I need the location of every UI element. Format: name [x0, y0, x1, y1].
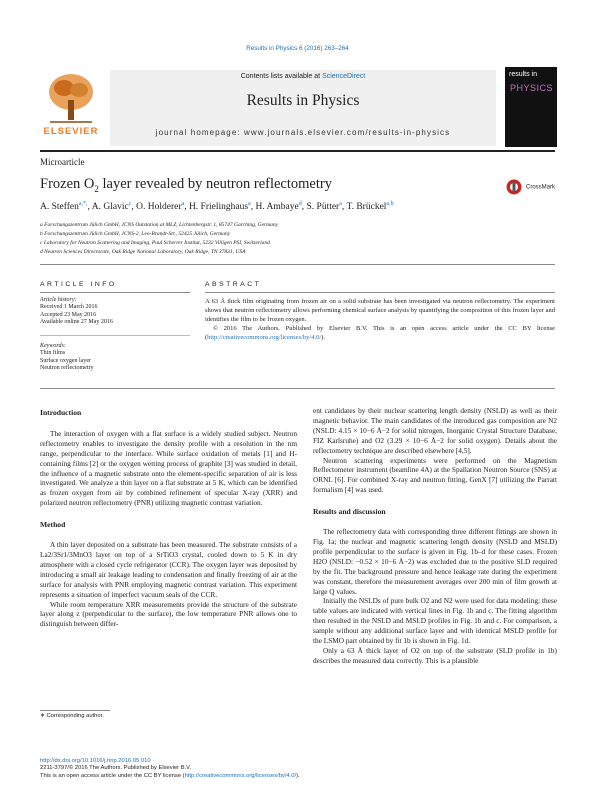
footnote-rule — [40, 710, 110, 711]
affiliation: b Forschungszentrum Jülich GmbH, JCNS-2, Leo-Brandt-Str., 52425 Jülich, Germany — [40, 231, 231, 237]
elsevier-wordmark: ELSEVIER — [43, 126, 99, 137]
author-name: H. Ambaye — [255, 202, 299, 213]
homepage-prefix: journal homepage: — [155, 128, 245, 137]
paragraph: ent candidates by their nuclear scattering length density (NSLD) as well as their magnetic behavior. The main candidates of the introduced gas composition are N2 (NSLD: 4.15 × 10−6 Å−2 for solid nitrogen, Inorganic Crystal Structure Database, FIZ Karlsruhe) and O2 (3.29 × 10−6 Å−2 for solid oxygen). Details about the reflectometry technique are described elsewhere [4,5]. — [313, 406, 557, 455]
author-affil-marker[interactable]: a,*, — [78, 201, 88, 207]
contents-line — [110, 73, 496, 80]
open-access-line — [40, 773, 300, 780]
article-info-heading: ARTICLE INFO — [40, 281, 117, 288]
header-rule — [40, 150, 555, 152]
accepted-date: Accepted 23 May 2016 — [40, 311, 97, 318]
crossmark-badge[interactable] — [506, 178, 556, 194]
doi-link[interactable]: http://dx.doi.org/10.1016/j.rinp.2016.05.010 — [40, 758, 151, 764]
journal-title: Results in Physics — [246, 92, 360, 109]
keywords-label: Keywords: — [40, 343, 66, 349]
oa-license-link[interactable]: http://creativecommons.org/licenses/by/4.0/ — [184, 772, 297, 779]
journal-cover-thumbnail — [505, 67, 557, 147]
divider — [40, 335, 190, 336]
paragraph: The interaction of oxygen with a flat surface is a widely studied subject. Neutron reflectometry enables to investigate the density profile with a resolution in the nm range, perpendicular to the interface. While surface oxidation of metals [1] and H-containing films [2] or the oxygen wetting process of graphite [3] was studied in detail, the influence of a magnetic substrate onto the element-specific separation of air is less investigated. We analyze a thin layer on a flat substrate at 5 K, which can be identified as frozen oxygen from air by combined refinement of specular X-ray (XRR) and polarized neutron reflectometry (PNR) utilizing magnetic contrast variation. — [40, 428, 297, 508]
article-section-type: Microarticle — [40, 157, 85, 167]
title-part: Frozen O — [40, 176, 95, 192]
author-list: A. Steffen$^{a,*,}$, A. Glavic$^c$, O. Holderer$^a$, H. Frielinghaus$^a$, H. Ambaye$^d$, S. Pütter$^a$, T. Brückel$^{a,b}$ — [40, 201, 394, 213]
received-date: Received 1 March 2016 — [40, 304, 98, 311]
keywords-block — [40, 343, 190, 373]
author-affil-marker[interactable]: a — [181, 201, 185, 207]
author-affil-marker[interactable]: d — [298, 201, 302, 207]
affiliation: a Forschungszentrum Jülich GmbH, JCNS Outstation at MLZ, Lichtenbergstr. 1, 85747 Garching, Germany — [40, 222, 279, 228]
divider — [205, 292, 555, 293]
divider — [40, 292, 190, 293]
paragraph: Initially the NSLDs of pure bulk O2 and N2 were used for data modeling; these table values are indicated with vertical lines in Fig. 1b and c. The fitting algorithm then resulted in the NSLD and MSLD profiles in Fig. 1b and c. For comparison, a sample without any additional surface layer and with identical MSLD profile for the LSMO part obtained by fit 1b is shown in Fig. 1d. — [313, 596, 557, 646]
right-column — [313, 406, 557, 666]
author-affil-marker[interactable]: c — [128, 201, 132, 207]
author-affil-marker[interactable]: a — [339, 201, 342, 207]
affiliation: d Neutron Sciences Directorate, Oak Ridge National Laboratory, Oak Ridge, TN 37831, USA — [40, 249, 246, 255]
left-column — [40, 408, 297, 629]
footer-block — [40, 758, 300, 780]
cover-title: results in — [509, 71, 538, 78]
author-name: S. Pütter — [306, 202, 340, 213]
author-name: A. Glavic — [91, 202, 129, 213]
sciencedirect-link[interactable]: ScienceDirect — [322, 73, 366, 80]
affiliation: c Laboratory for Neutron Scattering and Imaging, Paul Scherrer Institut, 5232 Villigen PSI, Switzerland — [40, 240, 270, 246]
oa-prefix: This is an open access article under the CC BY license ( — [40, 772, 185, 779]
issn-line: 2211-3797/© 2016 The Authors. Published by Elsevier B.V. — [40, 765, 192, 772]
section-heading-results: Results and discussion — [313, 507, 386, 517]
title-subscript: 2 — [94, 183, 99, 194]
paragraph: The reflectometry data with corresponding three different fittings are shown in Fig. 1a; the nuclear and magnetic scattering length density (NSLD and MSLD) profile perpendicular to the surface is given in Fig. 1b–d for these cases. Frozen H2O (NSLD: −0.52 × 10−6 Å−2) was excluded due to the positive SLD required by the fit. The background pressure and hence leakage rate during the experiment was constant, therefore the measurement averages over 200 min of film growth at large Q values. — [313, 527, 557, 596]
author-name: H. Frielinghaus — [188, 202, 249, 213]
abstract-copyright: © 2016 The Authors. Published by Elsevier B.V. This is an open access article under the CC BY license ( — [205, 325, 555, 341]
article-title — [40, 176, 332, 194]
keyword: Neutron reflectometry — [40, 365, 94, 372]
journal-reference[interactable]: Results in Physics 6 (2016) 263–264 — [246, 45, 349, 52]
abstract-body — [205, 297, 555, 342]
keyword: Surface oxygen layer — [40, 357, 91, 364]
section-heading-method: Method — [40, 520, 66, 530]
keyword: Thin films — [40, 350, 66, 357]
section-heading-introduction: Introduction — [40, 408, 82, 417]
history-label: Article history: — [40, 297, 77, 303]
author-name: T. Brückel — [346, 202, 387, 213]
abstract-text: A 63 Å thick film originating from frozen air on a solid substrate has been investigated via neutron reflectometry. The experiment shows that neutron reflectometry allows performing chemical surface analysis by quantifying the composition of this frozen layer and identifies the film to be frozen oxygen. — [205, 298, 555, 323]
crossmark-label: CrossMark — [526, 184, 556, 191]
paragraph: While room temperature XRR measurements provide the structure of the substrate layer along z (perpendicular to the surface), the low temperature PNR allows one to distinguish between differ- — [40, 599, 297, 629]
abstract-heading: ABSTRACT — [205, 281, 262, 288]
cover-big-title: PHYSICS — [510, 83, 554, 93]
crossmark-icon — [506, 179, 522, 195]
paragraph: Neutron scattering experiments were performed on the Magnetism Reflectometer instrument (beamline 4A) at the Spallation Neutron Source (SNS) at ORNL [6]. For combined X-ray and neutron fitting, GenX [7] utilizing the Parratt formalism [4] was used. — [313, 455, 557, 495]
journal-homepage — [110, 128, 496, 137]
paragraph: Only a 63 Å thick layer of O2 on top of the substrate (SLD profile in 1b) describes the measured data correctly. This is a plausible — [313, 645, 557, 665]
oa-end: ). — [296, 772, 300, 779]
divider — [40, 264, 555, 265]
online-date: Available online 27 May 2016 — [40, 319, 113, 326]
contents-prefix: Contents lists available at — [240, 73, 323, 80]
footnote-corresponding: ∗ Corresponding author. — [40, 713, 104, 719]
title-part: layer revealed by neutron reflectometry — [98, 176, 332, 192]
author-name: O. Holderer — [136, 202, 182, 213]
author-affil-marker[interactable]: a,b — [386, 201, 394, 207]
divider — [40, 388, 555, 389]
homepage-link[interactable]: www.journals.elsevier.com/results-in-physics — [244, 128, 451, 137]
author-name: A. Steffen — [40, 202, 79, 213]
paragraph: A thin layer deposited on a substrate has been measured. The substrate consists of a La2/3Sr1/3MnO3 layer on top of a SrTiO3 crystal, cooled down to 5 K in dry atmosphere with a closed cycle refrigerator (CCR). The oxygen layer was deposited by introducing a small air leakage leading to condensation and finally freezing of air at the surface for analysis with PNR employing magnetic contrast variation. This experiment represents a situation of imperfect vacuum seals of the CCR. — [40, 540, 297, 599]
article-history — [40, 297, 190, 327]
abstract-copyright-end: ). — [321, 334, 325, 341]
license-link[interactable]: http://creativecommons.org/licenses/by/4.0/ — [207, 334, 322, 341]
author-affil-marker[interactable]: a — [248, 201, 251, 207]
